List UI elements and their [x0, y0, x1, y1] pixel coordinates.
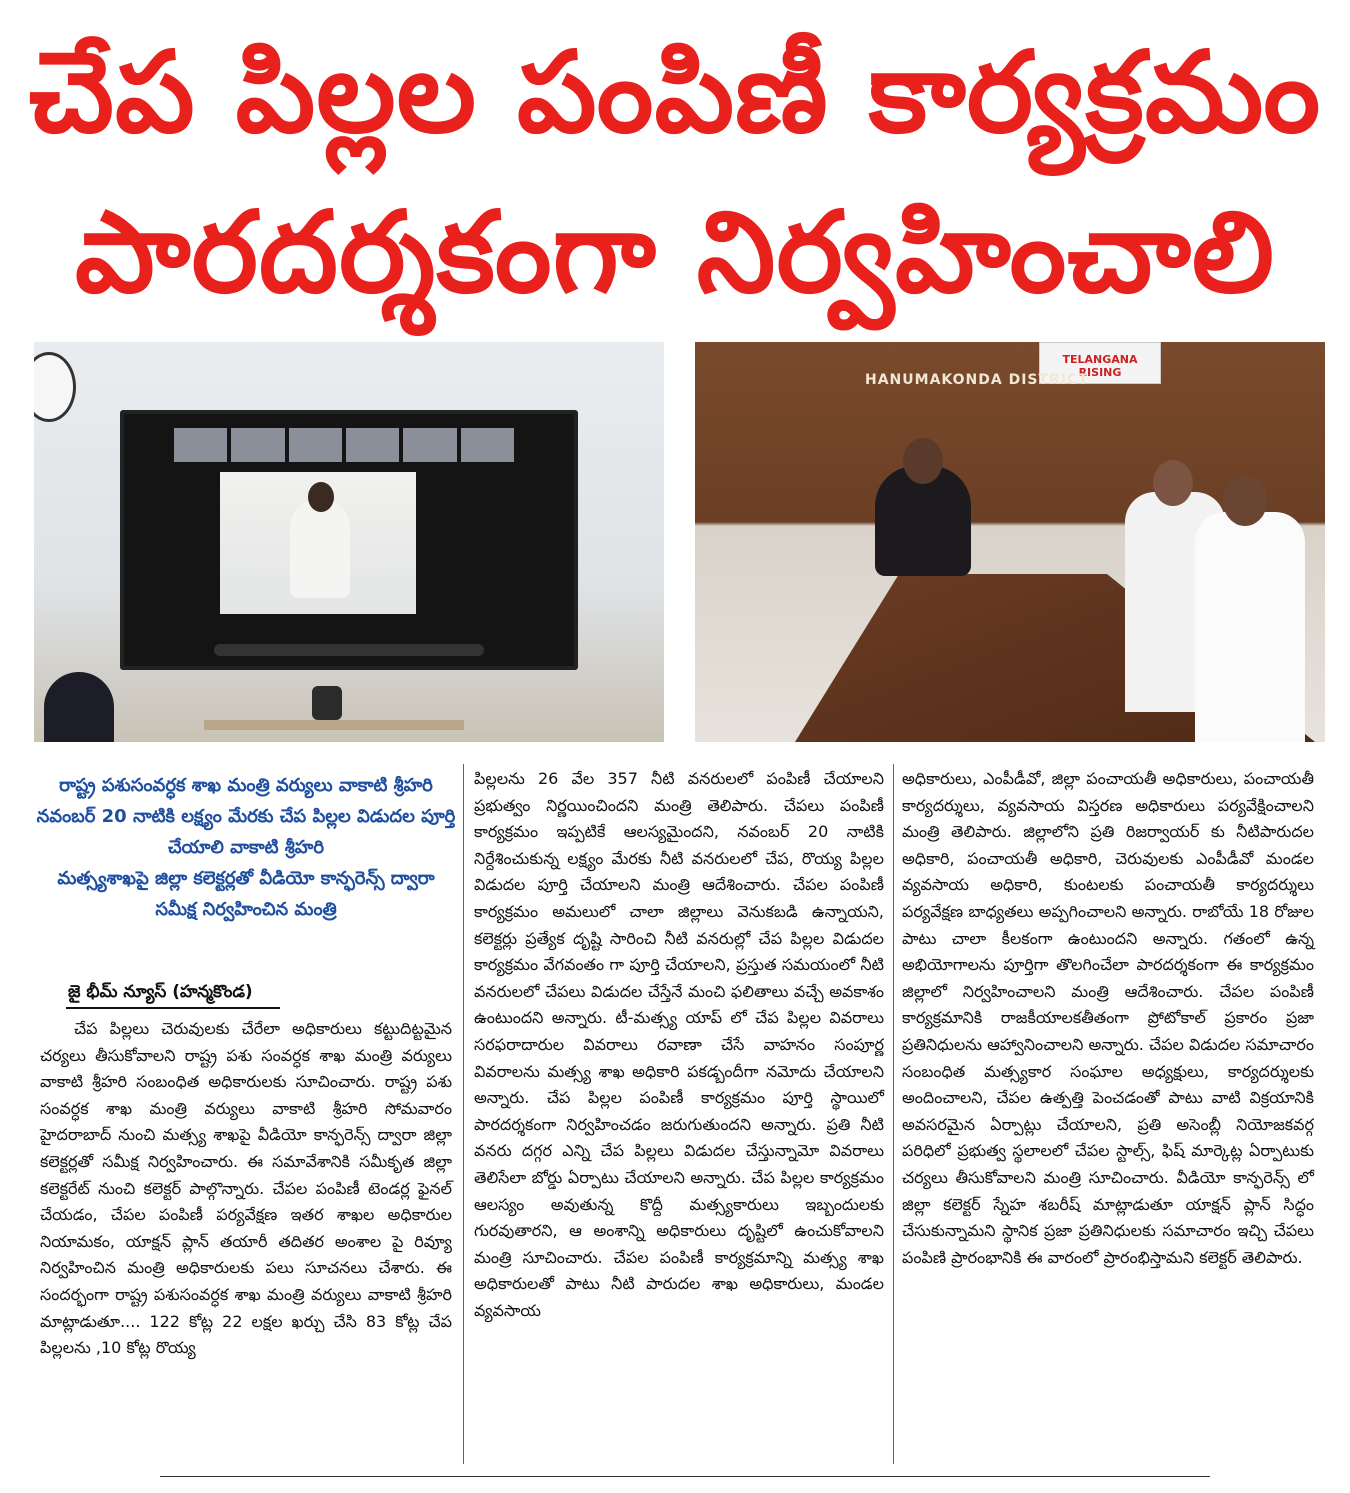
column-1-text: చేప పిల్లలు చెరువులకు చేరేలా అధికారులు కట్టుదిట్టమైన చర్యలు తీసుకోవాలని రాష్ట్ర పశు సంవర్ధక శాఖ మంత్రి వర్యులు వాకాటి శ్రీహరి సంబంధిత అధికారులకు సూచించారు. రాష్ట్ర పశు సంవర్ధక శాఖ మంత్రి వర్యులు వాకాటి శ్రీహరి సోమవారం హైదరాబాద్ నుంచి మత్స్య శాఖపై వీడియో కాన్ఫరెన్స్ ద్వారా జిల్లా కలెక్టర్లతో సమీక్ష నిర్వహించారు. ఈ సమావేశానికి సమీకృత జిల్లా కలెక్టరేట్ నుంచి కలెక్టర్ పాల్గొన్నారు. చేపల పంపిణీ టెండర్ల ఫైనల్ చేయడం, చేపల పంపిణీ పర్యవేక్షణ ఇతర శాఖల అధికారుల నియామకం, యాక్షన్ ప్లాన్ తయారీ తదితర అంశాల పై రివ్యూ నిర్వహించిన మంత్రి అధికారులకు పలు సూచనలు చేశారు. ఈ సందర్భంగా రాష్ట్ర పశుసంవర్ధక శాఖ మంత్రి వర్యులు వాకాటి శ్రీహరి మాట్లాడుతూ.... 122 కోట్ల 22 లక్షల ఖర్చు చేసి 83 కోట్ల చేప పిల్లలను ,10 కోట్ల రొయ్య — [40, 1019, 452, 1358]
column-divider-2 — [893, 764, 894, 1464]
wall-district-name: HANUMAKONDA DISTRICT — [865, 372, 1089, 388]
byline-underline — [66, 1007, 280, 1009]
official-figure-2 — [1195, 512, 1305, 742]
bottom-divider — [160, 1476, 1210, 1477]
article-column-1 — [40, 1016, 452, 1362]
participant-thumbnails — [174, 428, 514, 462]
camera-icon — [312, 686, 342, 720]
article-column-2 — [474, 766, 884, 1324]
wall-clock-icon — [34, 352, 76, 422]
byline: జై భీమ్ న్యూస్ (హన్మకొండ) — [68, 982, 253, 1002]
desk — [204, 720, 464, 730]
banner-text: TELANGANA RISING — [1062, 353, 1138, 379]
headline-line-2: పారదర్శకంగా నిర్వహించాలి — [75, 188, 1275, 318]
subheadline-3: మత్స్యశాఖపై జిల్లా కలెక్టర్లతో వీడియో కాన్ఫరెన్స్ ద్వారా సమీక్ష నిర్వహించిన మంత్రి — [57, 868, 435, 920]
main-video-feed — [220, 472, 416, 614]
speaker-head — [308, 482, 334, 512]
collector-head — [903, 438, 943, 484]
meeting-controls-bar — [214, 644, 484, 656]
subheadline-1: రాష్ట్ర పశుసంవర్ధక శాఖ మంత్రి వర్యులు వాకాటి శ్రీహరి — [59, 775, 433, 796]
column-2-text: పిల్లలను 26 వేల 357 నీటి వనరులలో పంపిణీ చేయాలని ప్రభుత్వం నిర్ణయించిందని మంత్రి తెలిపారు. చేపలు పంపిణీ కార్యక్రమం ఇప్పటికే ఆలస్యమైందని, నవంబర్ 20 నాటికి నిర్దేశించుకున్న లక్ష్యం మేరకు నీటి వనరులలో చేప, రొయ్య పిల్లల విడుదల పూర్తి చేయాలని మంత్రి ఆదేశించారు. చేపల పంపిణీ కార్యక్రమం అమలులో చాలా జిల్లాలు వెనుకబడి ఉన్నాయని, కలెక్టర్లు ప్రత్యేక దృష్టి సారించి నీటి వనరుల్లో చేప పిల్లల విడుదల కార్యక్రమం వేగవంతం గా పూర్తి చేయాలని, ప్రస్తుత సమయంలో నీటి వనరులలో చేపలు విడుదల చేస్తేనే మంచి ఫలితాలు వచ్చే అవకాశం ఉంటుందని అన్నారు. టీ-మత్స్య యాప్ లో చేప పిల్లల వివరాలు సరఫరాదారుల వివరాలు రవాణా చేసే వాహనం సంపూర్ణ వివరాలను మత్స్య శాఖ అధికారి పకడ్బందీగా నమోదు చేయాలని అన్నారు. చేప పిల్లల పంపిణీ కార్యక్రమం పూర్తి స్థాయిలో పారదర్శకంగా నిర్వహించడం జరుగుతుందని అన్నారు. ప్రతి నీటి వనరు దగ్గర ఎన్ని చేప పిల్లలు విడుదల చేస్తున్నామో వివరాలు తెలిసేలా బోర్డు ఏర్పాటు చేయాలని అన్నారు. చేప పిల్లల కార్యక్రమం ఆలస్యం అవుతున్న కొద్దీ మత్స్యకారులు ఇబ్బందులకు గురవుతారని, ఆ అంశాన్ని అధికారులు దృష్టిలో ఉంచుకోవాలని మంత్రి సూచించారు. చేపల పంపిణీ కార్యక్రమాన్ని మత్స్య శాఖ అధికారులతో పాటు నీటి పారుదల శాఖ అధికారులు, మండల వ్యవసాయ — [474, 769, 884, 1320]
column-divider-1 — [463, 764, 464, 1464]
headline-line-1: చేప పిల్లల పంపిణీ కార్యక్రమం — [28, 28, 1322, 158]
viewer-silhouette — [44, 672, 114, 742]
photo-conference-room — [695, 342, 1325, 742]
subheadline-block — [36, 770, 456, 925]
official-head-1 — [1153, 460, 1193, 506]
speaker-figure — [290, 498, 350, 598]
official-head-2 — [1223, 476, 1267, 526]
tv-screen — [120, 410, 578, 670]
subheadline-2: నవంబర్ 20 నాటికి లక్ష్యం మేరకు చేప పిల్లల విడుదల పూర్తి చేయాలి వాకాటి శ్రీహరి — [36, 806, 456, 858]
article-column-3 — [902, 766, 1314, 1271]
photo-video-conference — [34, 342, 664, 742]
column-3-text: అధికారులు, ఎంపీడీవో, జిల్లా పంచాయతీ అధికారులు, పంచాయతీ కార్యదర్శులు, వ్యవసాయ విస్తరణ అధికారులు పర్యవేక్షించాలని మంత్రి తెలిపారు. జిల్లాలోని ప్రతి రిజర్వాయర్ కు నీటిపారుదల అధికారి, పంచాయతీ అధికారి, చెరువులకు ఎంపీడీవో మండల వ్యవసాయ అధికారి, కుంటలకు పంచాయతీ కార్యదర్శులు పర్యవేక్షణ బాధ్యతలు అప్పగించాలని అన్నారు. రాబోయే 18 రోజుల పాటు చాలా కీలకంగా ఉంటుందని అన్నారు. గతంలో ఉన్న అభియోగాలను పూర్తిగా తొలగించేలా పారదర్శకంగా ఈ కార్యక్రమం జిల్లాలో నిర్వహించాలని మంత్రి ఆదేశించారు. చేపల పంపిణీ కార్యక్రమానికి రాజకీయాలకతీతంగా ప్రోటోకాల్ ప్రకారం ప్రజా ప్రతినిధులను ఆహ్వానించాలని అన్నారు. చేపల విడుదల సమాచారం సంబంధిత మత్స్యకార సంఘాల అధ్యక్షులు, కార్యదర్శులకు అందించాలని, చేపల ఉత్పత్తి పెంచడంతో పాటు వాటి విక్రయానికి అవసరమైన ఏర్పాట్లు చేయాలని, ప్రతి అసెంబ్లీ నియోజకవర్గ పరిధిలో ప్రభుత్వ స్థలాలలో చేపల స్టాల్స్, ఫిష్ మార్కెట్ల ఏర్పాటుకు చర్యలు తీసుకోవాలని మంత్రి సూచించారు. వీడియో కాన్ఫరెన్స్ లో జిల్లా కలెక్టర్ స్నేహ శబరీష్ మాట్లాడుతూ యాక్షన్ ప్లాన్ సిద్ధం చేసుకున్నామని స్థానిక ప్రజా ప్రతినిధులకు సమాచారం ఇచ్చి చేపలు పంపిణి ప్రారంభానికి ఈ వారంలో ప్రారంభిస్తామని కలెక్టర్ తెలిపారు. — [902, 769, 1314, 1267]
